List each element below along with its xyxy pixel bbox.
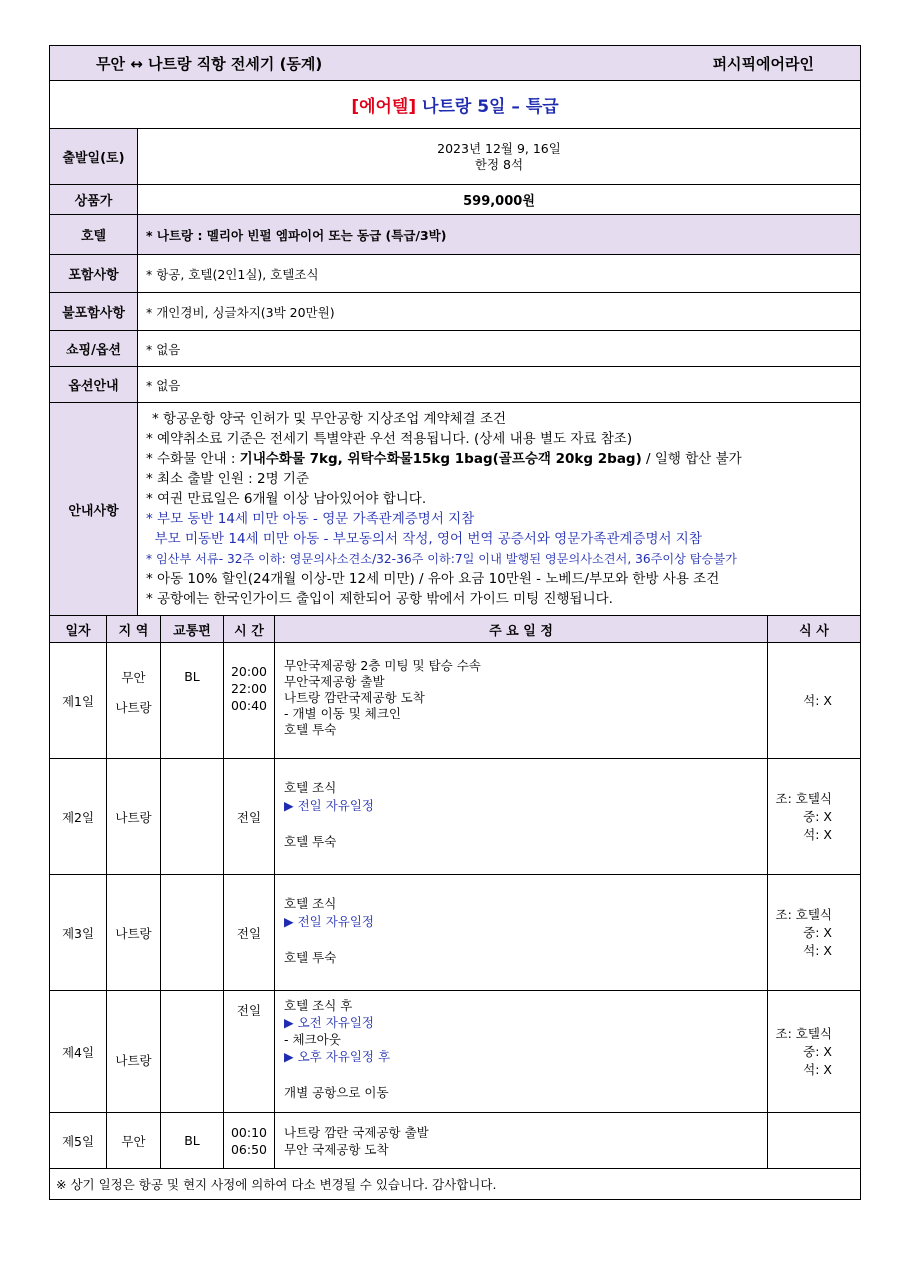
day-label: 제3일 (50, 875, 107, 991)
time-3: 00:40 (230, 698, 268, 713)
plan-line: 호텔 투숙 (284, 722, 337, 737)
time: 전일 (224, 759, 275, 875)
day-label: 제4일 (50, 991, 107, 1113)
excluded-row (50, 293, 861, 331)
day-label: 제1일 (50, 643, 107, 759)
notice-row (50, 403, 861, 616)
plan-line: - 개별 이동 및 체크인 (284, 706, 402, 721)
schedule-row-day4 (50, 991, 861, 1113)
notice-line-2: * 예약취소료 기준은 전세기 특별약관 우선 적용됩니다. (상세 내용 별도 자료 참조) (146, 431, 633, 447)
included-value: * 항공, 호텔(2인1실), 호텔조식 (138, 255, 861, 293)
meal-dinner: 석: X (803, 1061, 832, 1077)
baggage-prefix: * 수화물 안내 : (146, 451, 240, 467)
meal-breakfast: 조: 호텔식 (775, 1025, 832, 1041)
schedule-row-day1 (50, 643, 861, 759)
plan-line: 호텔 조식 (284, 780, 337, 795)
plan-line: 호텔 조식 (284, 896, 337, 911)
options-value: * 없음 (138, 367, 861, 403)
time: 전일 (224, 875, 275, 991)
schedule-table (49, 616, 861, 1200)
region: 나트랑 (107, 991, 161, 1113)
plan-line: 무안 국제공항 도착 (284, 1141, 389, 1157)
notice-line-6: * 부모 동반 14세 미만 아동 - 영문 가족관계증명서 지참 (146, 511, 475, 527)
product-tag: [에어텔] (351, 97, 417, 117)
footer-row (50, 1169, 861, 1200)
shopping-value: * 없음 (138, 331, 861, 367)
meal-breakfast: 조: 호텔식 (775, 790, 832, 806)
plan-line: 개별 공항으로 이동 (284, 1085, 389, 1100)
region: 무안 (107, 1113, 161, 1169)
col-transport: 교통편 (161, 616, 224, 643)
region-to: 나트랑 (115, 700, 152, 715)
schedule-row-day5 (50, 1113, 861, 1169)
region: 나트랑 (107, 759, 161, 875)
plan-line: 나트랑 깜란국제공항 도착 (284, 690, 425, 705)
departure-label: 출발일(토) (50, 129, 138, 185)
shopping-label: 쇼핑/옵션 (50, 331, 138, 367)
plan-line: ▶ 오전 자유일정 (284, 1015, 375, 1030)
itinerary-sheet (49, 45, 860, 1200)
title-row (50, 81, 861, 129)
day-label: 제5일 (50, 1113, 107, 1169)
plan-line: 호텔 조식 후 (284, 998, 353, 1013)
region-from: 무안 (121, 670, 146, 685)
time-1: 00:10 (230, 1124, 268, 1140)
col-region: 지 역 (107, 616, 161, 643)
notice-label: 안내사항 (50, 403, 138, 616)
hotel-value: * 나트랑 : 멜리아 빈펄 엠파이어 또는 동급 (특급/3박) (138, 215, 861, 255)
time-1: 20:00 (230, 664, 268, 679)
schedule-row-day3 (50, 875, 861, 991)
notice-line-5: * 여권 만료일은 6개월 이상 남아있어야 합니다. (146, 491, 427, 507)
col-plan: 주 요 일 정 (275, 616, 768, 643)
airline-name: 퍼시픽에어라인 (712, 54, 814, 73)
plan-line: ▶ 전일 자유일정 (284, 798, 375, 813)
plan-line: ▶ 오후 자유일정 후 (284, 1049, 391, 1064)
plan-line: - 체크아웃 (284, 1032, 341, 1047)
baggage-suffix: / 일행 합산 불가 (641, 451, 742, 467)
col-day: 일자 (50, 616, 107, 643)
plan-line: 호텔 투숙 (284, 950, 337, 965)
price-value: 599,000원 (138, 185, 861, 215)
included-row (50, 255, 861, 293)
product-title: 나트랑 5일 – 특급 (416, 97, 559, 117)
options-row (50, 367, 861, 403)
schedule-header-row (50, 616, 861, 643)
meal-lunch: 중: X (803, 924, 832, 940)
notice-line-7: 부모 미동반 14세 미만 아동 - 부모동의서 작성, 영어 번역 공증서와 영문가족관계증명서 지참 (146, 531, 702, 547)
time-2: 22:00 (230, 681, 268, 696)
time: 전일 (224, 991, 275, 1113)
col-meal: 식 사 (768, 616, 861, 643)
departure-dates: 2023년 12월 9, 16일 (437, 140, 561, 156)
hotel-row (50, 215, 861, 255)
notice-line-1: * 항공운항 양국 인허가 및 무안공항 지상조업 계약체결 조건 (152, 411, 507, 427)
route-title: 무안 ↔ 나트랑 직항 전세기 (동계) (96, 54, 323, 73)
plan-line: 나트랑 깜란 국제공항 출발 (284, 1124, 429, 1140)
hotel-label: 호텔 (50, 215, 138, 255)
meal-dinner: 석: X (768, 643, 861, 759)
excluded-label: 불포함사항 (50, 293, 138, 331)
plan-line: 무안국제공항 2층 미팅 및 탑승 수속 (284, 658, 481, 673)
time-2: 06:50 (230, 1141, 268, 1157)
shopping-row (50, 331, 861, 367)
notice-line-9: * 아동 10% 할인(24개월 이상-만 12세 미만) / 유아 요금 10만원 - 노베드/부모와 한방 사용 조건 (146, 571, 720, 587)
plan-line: ▶ 전일 자유일정 (284, 914, 375, 929)
transport: BL (161, 1113, 224, 1169)
region: 나트랑 (107, 875, 161, 991)
price-label: 상품가 (50, 185, 138, 215)
footer-note: ※ 상기 일정은 항공 및 현지 사정에 의하여 다소 변경될 수 있습니다. 감사합니다. (50, 1169, 861, 1200)
departure-row (50, 129, 861, 185)
header-row (50, 46, 861, 81)
plan-line: 호텔 투숙 (284, 834, 337, 849)
plan-line: 무안국제공항 출발 (284, 674, 385, 689)
col-time: 시 간 (224, 616, 275, 643)
schedule-row-day2 (50, 759, 861, 875)
notice-line-8: * 임산부 서류- 32주 이하: 영문의사소견소/32-36주 이하:7일 이내 발행된 영문의사소견서, 36주이상 탑승불가 (146, 552, 737, 566)
included-label: 포함사항 (50, 255, 138, 293)
meal-lunch: 중: X (803, 1043, 832, 1059)
excluded-value: * 개인경비, 싱글차지(3박 20만원) (138, 293, 861, 331)
price-row (50, 185, 861, 215)
notice-line-3 (146, 449, 852, 469)
transport: BL (161, 643, 224, 759)
options-label: 옵션안내 (50, 367, 138, 403)
meal-dinner: 석: X (803, 826, 832, 842)
product-info-table (49, 45, 861, 616)
notice-line-10: * 공항에는 한국인가이드 출입이 제한되어 공항 밖에서 가이드 미팅 진행됩니다. (146, 591, 613, 607)
meal-dinner: 석: X (803, 942, 832, 958)
departure-seats: 한정 8석 (474, 156, 524, 172)
notice-line-4: * 최소 출발 인원 : 2명 기준 (146, 471, 310, 487)
day-label: 제2일 (50, 759, 107, 875)
meal-lunch: 중: X (803, 808, 832, 824)
meal-breakfast: 조: 호텔식 (775, 906, 832, 922)
baggage-allowance: 기내수화물 7kg, 위탁수화물15kg 1bag(골프승객 20kg 2bag) (239, 451, 642, 467)
